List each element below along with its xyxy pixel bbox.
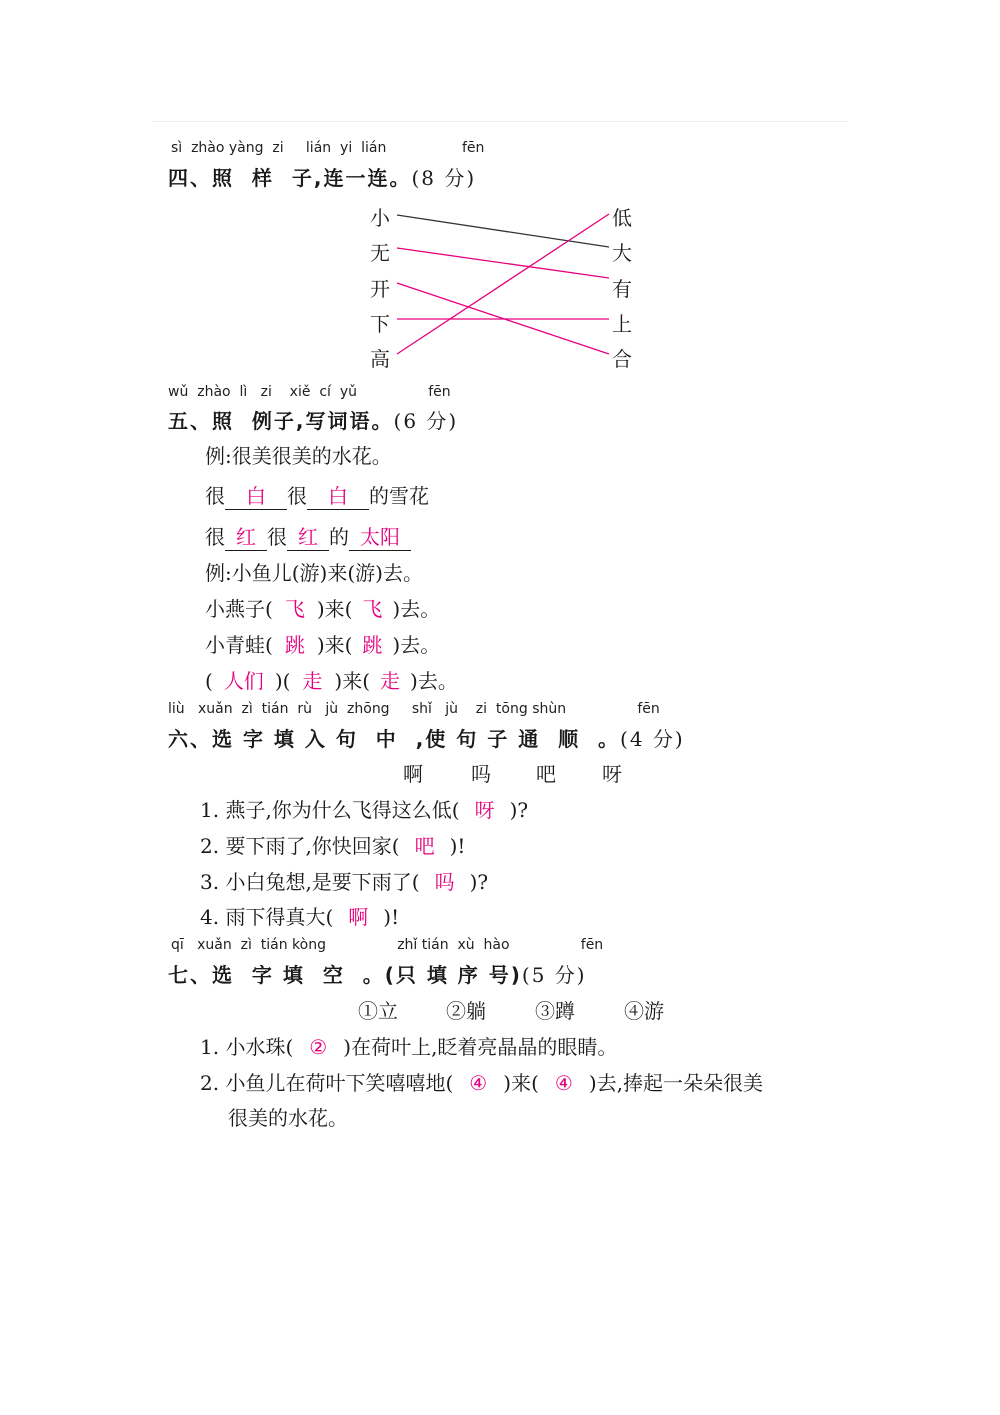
answer-text: 呀 <box>474 798 495 822</box>
match-left-5: 高 <box>370 347 390 371</box>
match-right-4: 上 <box>612 312 632 336</box>
section4-pinyin: sì zhào yàng zi lián yi lián fēn <box>171 140 485 156</box>
section6-score: (4 分) <box>620 727 685 751</box>
line3-text-c: )来( <box>316 597 353 621</box>
answer-text: 吧 <box>414 834 435 858</box>
answer-blank: 白 <box>307 480 369 510</box>
section7-option-3: ③蹲 <box>535 999 575 1023</box>
line1-text-a: 很 <box>205 484 225 508</box>
answer-text: 飞 <box>362 597 383 621</box>
answer-blank: 红 <box>287 521 329 551</box>
section5-line5 <box>205 665 458 694</box>
answer-text: 跳 <box>362 633 383 657</box>
line5-text-c: )( <box>274 669 291 693</box>
answer-text: ④ <box>554 1071 573 1095</box>
item-number: 2. <box>200 834 220 858</box>
line2-text-e: 的 <box>329 525 349 549</box>
item-text-end: )? <box>469 870 489 894</box>
section7-option-4: ④游 <box>624 999 664 1023</box>
section7-pinyin: qī xuǎn zì tián kòng zhǐ tián xù hào fēn <box>171 937 604 953</box>
match-right-3: 有 <box>612 277 632 301</box>
answer-text: 人们 <box>223 669 264 693</box>
section4-title: 四、照 样 子,连一连。 <box>168 166 412 190</box>
section7-option-1: ①立 <box>358 999 398 1023</box>
line1-text-e: 的雪花 <box>369 484 429 508</box>
section5-example1: 例:很美很美的水花。 <box>205 444 392 468</box>
item-text-mid: )来( <box>503 1071 539 1095</box>
section4-score: (8 分) <box>411 166 477 190</box>
answer-blank: 红 <box>225 521 267 551</box>
item-text-end: )在荷叶上,眨着亮晶晶的眼睛。 <box>343 1035 618 1059</box>
item-text: 雨下得真大( <box>225 905 334 929</box>
match-left-2: 无 <box>370 241 390 265</box>
item-text-end: )! <box>449 834 466 858</box>
line1-text-c: 很 <box>287 484 307 508</box>
match-left-3: 开 <box>370 277 390 301</box>
match-line-wu-you <box>397 248 609 278</box>
item-text: 燕子,你为什么飞得这么低( <box>225 798 460 822</box>
line4-text-e: )去。 <box>392 633 441 657</box>
section6-item-4 <box>200 901 399 930</box>
line2-text-c: 很 <box>267 525 287 549</box>
section5-pinyin: wǔ zhào lì zi xiě cí yǔ fēn <box>168 384 451 400</box>
item-text-end: )? <box>509 798 529 822</box>
item-number: 4. <box>200 905 220 929</box>
item-text: 要下雨了,你快回家( <box>225 834 400 858</box>
section6-heading <box>168 723 685 752</box>
item-number: 2. <box>200 1071 220 1095</box>
answer-blank: 白 <box>225 480 287 510</box>
match-line-gao-di <box>397 214 609 354</box>
section6-item-1 <box>200 794 528 823</box>
answer-text: 啊 <box>348 905 369 929</box>
section5-example2: 例:小鱼儿(游)来(游)去。 <box>205 561 423 585</box>
section6-option-4: 呀 <box>602 762 622 786</box>
section7-title: 七、选 字 填 空 。(只 填 序 号) <box>168 963 522 987</box>
match-left-1: 小 <box>370 206 390 230</box>
section7-item-2-continued: 很美的水花。 <box>228 1106 348 1130</box>
line4-text-a: 小青蛙( <box>205 633 273 657</box>
answer-text: ④ <box>469 1071 488 1095</box>
section5-line4 <box>205 629 440 658</box>
section6-pinyin: liù xuǎn zì tián rù jù zhōng shǐ jù zi tōng shùn fēn <box>168 701 660 717</box>
section6-option-2: 吗 <box>471 762 491 786</box>
answer-text: 走 <box>380 669 401 693</box>
match-right-2: 大 <box>612 241 632 265</box>
match-right-5: 合 <box>612 347 632 371</box>
answer-blank: 太阳 <box>349 521 411 551</box>
answer-text: ② <box>309 1035 328 1059</box>
item-number: 1. <box>200 798 220 822</box>
line5-text-e: )来( <box>334 669 371 693</box>
match-right-1: 低 <box>612 206 632 230</box>
answer-text: 走 <box>302 669 323 693</box>
matching-lines <box>0 0 1000 400</box>
line4-text-c: )来( <box>316 633 353 657</box>
section6-title: 六、选 字 填 入 句 中 ,使 句 子 通 顺 。 <box>168 727 621 751</box>
section7-item-1 <box>200 1031 617 1060</box>
answer-text: 吗 <box>434 870 455 894</box>
item-number: 1. <box>200 1035 220 1059</box>
section6-item-2 <box>200 830 465 859</box>
item-text: 小白兔想,是要下雨了( <box>225 870 420 894</box>
section5-heading <box>168 405 458 434</box>
section7-item-2 <box>200 1067 763 1096</box>
match-left-4: 下 <box>370 312 390 336</box>
section7-score: (5 分) <box>521 963 587 987</box>
section5-score: (6 分) <box>393 409 459 433</box>
answer-text: 飞 <box>284 597 305 621</box>
item-text: 小水珠( <box>225 1035 294 1059</box>
line5-text-g: )去。 <box>410 669 458 693</box>
match-line-example <box>397 215 609 247</box>
item-text-end: )去,捧起一朵朵很美 <box>588 1071 764 1095</box>
item-text-end: )! <box>383 905 400 929</box>
item-number: 3. <box>200 870 220 894</box>
item-text: 小鱼儿在荷叶下笑嘻嘻地( <box>225 1071 454 1095</box>
section5-line1 <box>205 480 429 510</box>
section6-option-3: 吧 <box>536 762 556 786</box>
section7-option-2: ②躺 <box>446 999 486 1023</box>
section5-title: 五、照 例子,写词语。 <box>168 409 394 433</box>
line3-text-e: )去。 <box>392 597 441 621</box>
line2-text-a: 很 <box>205 525 225 549</box>
line5-text-a: ( <box>205 669 213 693</box>
section6-item-3 <box>200 866 488 895</box>
line3-text-a: 小燕子( <box>205 597 273 621</box>
section5-line3 <box>205 593 440 622</box>
answer-text: 跳 <box>284 633 305 657</box>
section7-heading <box>168 959 587 988</box>
section6-option-1: 啊 <box>403 762 423 786</box>
section5-line2 <box>205 521 411 551</box>
